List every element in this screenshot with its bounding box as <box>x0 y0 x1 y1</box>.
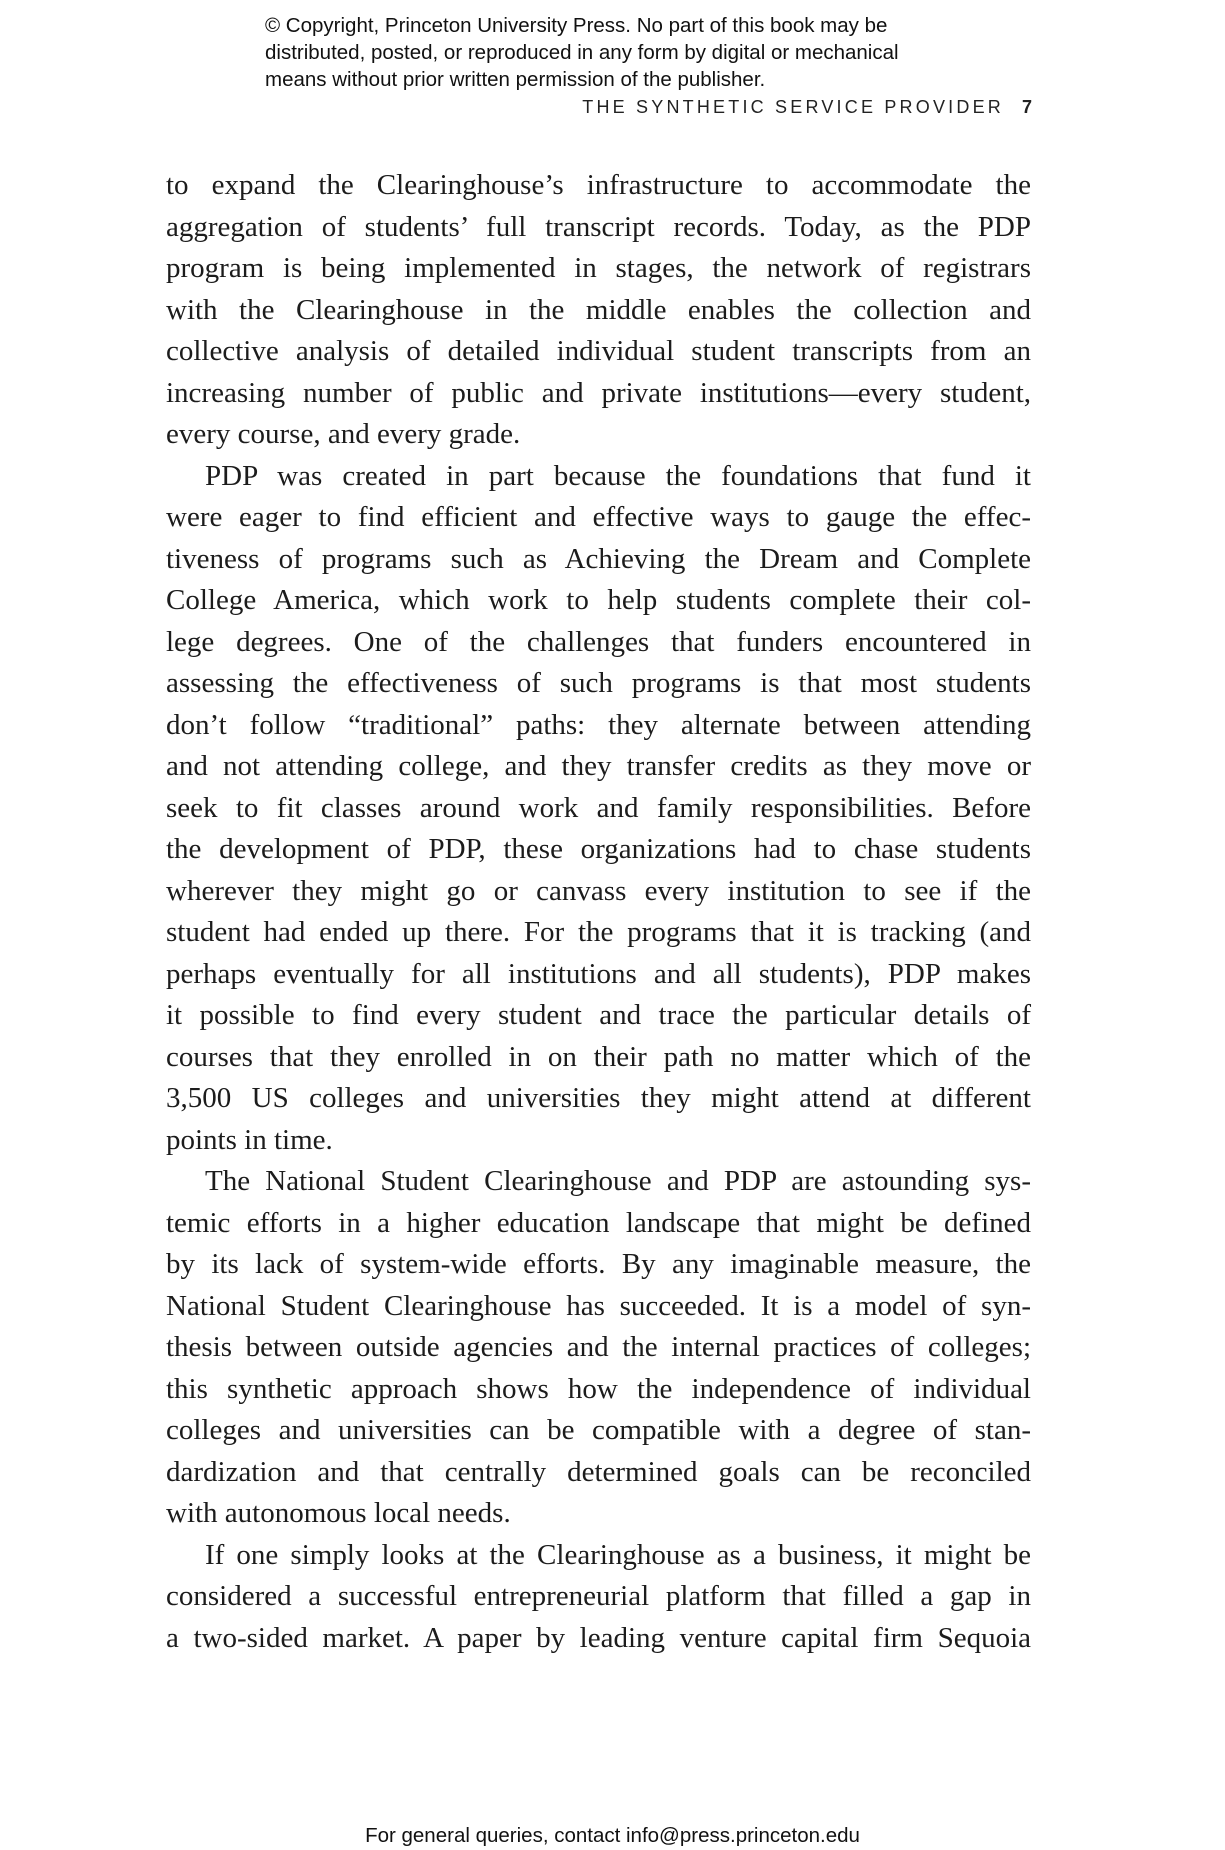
text-line: courses that they enrolled in on their path no matter which of the <box>166 1040 1031 1073</box>
text-line: program is being implemented in stages, the network of registrars <box>166 252 1031 284</box>
text-line: to expand the Clearinghouse’s infrastructure to accommodate the <box>166 169 1031 201</box>
text-line: If one simply looks at the Clearinghouse as a business, it might be <box>205 1538 1031 1571</box>
text-line: don’t follow “traditional” paths: they alternate between attending <box>166 708 1031 741</box>
text-line: dardization and that centrally determined goals can be reconciled <box>166 1455 1031 1488</box>
copyright-line: © Copyright, Princeton University Press. No part of this book may be <box>265 14 888 37</box>
text-line: with the Clearinghouse in the middle enables the collection and <box>166 293 1031 326</box>
footer-contact <box>0 1824 1225 1848</box>
running-title: THE SYNTHETIC SERVICE PROVIDER <box>582 97 1004 117</box>
paragraph <box>166 456 1031 1162</box>
paragraph <box>166 1535 1031 1660</box>
text-line: The National Student Clearinghouse and PDP are astounding sys- <box>205 1165 1031 1197</box>
text-line: thesis between outside agencies and the internal practices of colleges; <box>166 1331 1031 1363</box>
text-line: every course, and every grade. <box>166 418 521 450</box>
copyright-line: means without prior written permission of the publisher. <box>265 68 766 91</box>
text-line: College America, which work to help students complete their col- <box>166 584 1031 616</box>
text-line: this synthetic approach shows how the independence of individual <box>166 1372 1031 1405</box>
running-head <box>582 97 1032 118</box>
paragraph <box>166 1161 1031 1535</box>
text-line: wherever they might go or canvass every institution to see if the <box>166 874 1031 907</box>
copyright-line: distributed, posted, or reproduced in any form by digital or mechanical <box>265 41 899 64</box>
page-number: 7 <box>1021 97 1032 117</box>
paragraph <box>166 165 1031 456</box>
text-line: perhaps eventually for all institutions and all students), PDP makes <box>166 957 1031 990</box>
copyright-notice <box>265 12 1025 93</box>
text-line: National Student Clearinghouse has succeeded. It is a model of syn- <box>166 1289 1031 1322</box>
text-line: PDP was created in part because the foundations that fund it <box>205 459 1031 492</box>
body-text <box>166 165 1031 1659</box>
text-line: assessing the effectiveness of such programs is that most students <box>166 667 1031 699</box>
text-line: 3,500 US colleges and universities they might attend at different <box>166 1082 1031 1114</box>
text-line: student had ended up there. For the programs that it is tracking (and <box>166 916 1031 948</box>
text-line: tiveness of programs such as Achieving the Dream and Complete <box>166 542 1031 575</box>
footer-text: For general queries, contact info@press.princeton.edu <box>365 1824 860 1847</box>
text-line: with autonomous local needs. <box>166 1497 511 1529</box>
text-line: a two-sided market. A paper by leading venture capital firm Sequoia <box>166 1621 1031 1654</box>
text-line: aggregation of students’ full transcript records. Today, as the PDP <box>166 210 1031 243</box>
text-line: the development of PDP, these organizations had to chase students <box>166 833 1031 865</box>
text-line: increasing number of public and private institutions—every student, <box>166 376 1031 409</box>
text-line: lege degrees. One of the challenges that funders encountered in <box>166 625 1031 658</box>
text-line: colleges and universities can be compatible with a degree of stan- <box>166 1414 1031 1446</box>
text-line: it possible to find every student and trace the particular details of <box>166 999 1031 1031</box>
text-line: and not attending college, and they transfer credits as they move or <box>166 750 1031 782</box>
text-line: points in time. <box>166 1123 333 1156</box>
text-line: by its lack of system-wide efforts. By any imaginable measure, the <box>166 1248 1031 1280</box>
text-line: temic efforts in a higher education landscape that might be defined <box>166 1206 1031 1239</box>
text-line: seek to fit classes around work and family responsibilities. Before <box>166 791 1031 824</box>
text-line: were eager to find efficient and effective ways to gauge the effec- <box>166 501 1031 533</box>
text-line: considered a successful entrepreneurial platform that filled a gap in <box>166 1580 1031 1612</box>
text-line: collective analysis of detailed individual student transcripts from an <box>166 335 1031 367</box>
